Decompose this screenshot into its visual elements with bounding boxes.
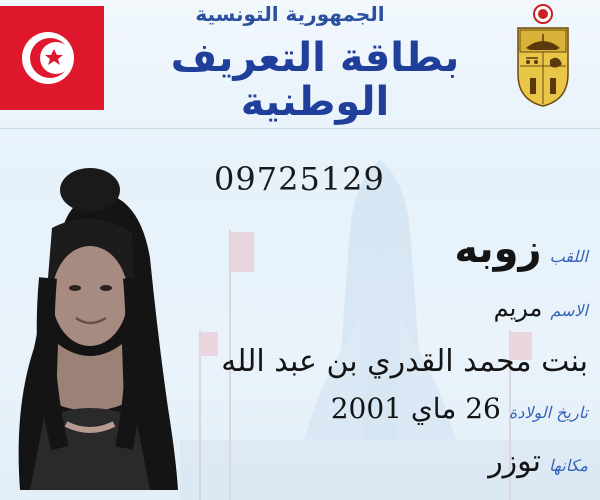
republic-heading: الجمهورية التونسية [195, 2, 385, 26]
lineage-row [221, 344, 588, 379]
id-number: 09725129 [214, 160, 385, 198]
surname-label: اللقب [549, 247, 588, 266]
header-divider [0, 128, 600, 129]
first-name-value: مريم [493, 294, 543, 322]
holder-photo [0, 168, 178, 490]
pob-label: مكانها [549, 456, 588, 475]
first-name-label: الاسم [550, 301, 588, 320]
dob-label: تاريخ الولادة [508, 403, 588, 422]
surname-value: زوبه [454, 226, 542, 272]
coat-of-arms-icon [512, 4, 574, 108]
pob-value: توزر [488, 444, 542, 479]
surname-row [454, 226, 588, 272]
dob-value: 26 ماي 2001 [330, 392, 501, 425]
first-name-row [494, 294, 588, 322]
card-title: بطاقة التعريف الوطنية [170, 35, 460, 125]
pob-row [488, 444, 588, 479]
tunisia-flag-icon [0, 6, 104, 110]
dob-row [331, 392, 588, 425]
lineage-value: بنت محمد القدري بن عبد الله [221, 344, 588, 379]
